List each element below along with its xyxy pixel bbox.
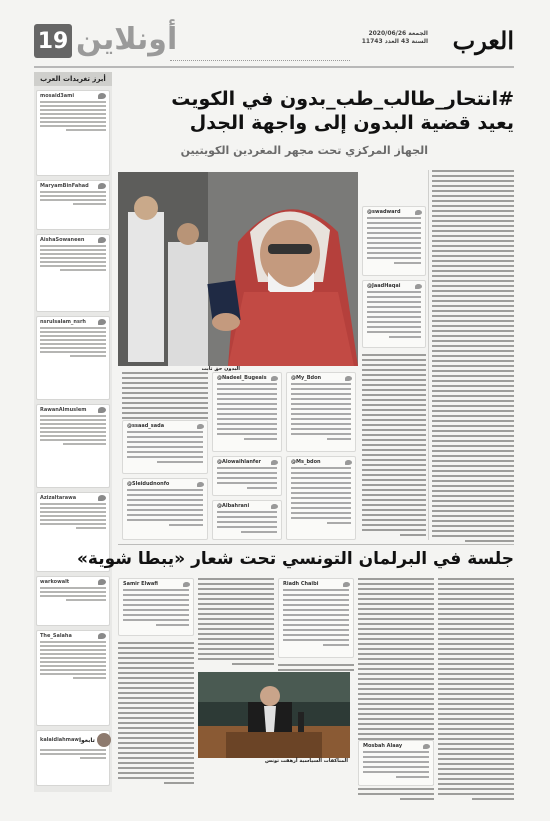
article1-tweet — [122, 420, 208, 474]
sidebar-tweet — [36, 90, 110, 176]
tweet-handle: @Ms_bdon — [291, 459, 321, 465]
article2-body-col5 — [118, 642, 194, 787]
bird-icon — [197, 482, 204, 487]
bird-icon — [98, 237, 106, 243]
tweet-handle: mosaid3ami — [40, 93, 75, 99]
bird-icon — [415, 284, 422, 289]
tweet-handle: @Albahrani — [217, 503, 250, 509]
photo-caption: البدون حق ثابت — [201, 366, 240, 372]
tweet-handle: warkowalt — [40, 579, 70, 585]
bird-icon — [98, 495, 106, 501]
bird-icon — [98, 93, 106, 99]
issue-number: السنة 43 العدد 11743 — [361, 38, 428, 45]
sidebar-tweet — [36, 730, 110, 786]
tweet-handle: @Alowaihlanfer — [217, 459, 261, 465]
article1-tweet — [362, 206, 426, 276]
bird-icon — [197, 424, 204, 429]
article2-body-col1 — [438, 578, 514, 803]
article1-tweet — [212, 456, 282, 496]
article1-headline-line1: #انتحار_طالب_طب_بدون في الكويت — [171, 88, 514, 110]
issue-info — [362, 30, 428, 46]
bird-icon — [98, 633, 106, 639]
article2-tweet — [118, 578, 194, 636]
bird-icon — [271, 504, 278, 509]
section-divider — [118, 544, 514, 545]
article1-tweet — [286, 372, 356, 452]
bird-icon — [415, 210, 422, 215]
bird-icon — [98, 407, 106, 413]
issue-date: الجمعة 2020/06/26 — [368, 30, 428, 37]
section-title: أونلاين — [76, 22, 178, 57]
sidebar-tweet — [36, 630, 110, 726]
article1-subheadline: الجهاز المركزي تحت مجهر المغردين الكويتيين — [180, 144, 428, 157]
column-rule — [428, 170, 429, 540]
follow-block — [79, 733, 111, 747]
sidebar-tweet — [36, 316, 110, 400]
article1-body-col2 — [362, 354, 426, 539]
tweet-handle: The_Salaha — [40, 633, 72, 639]
article2-tweet — [278, 578, 354, 658]
bird-icon — [271, 460, 278, 465]
protester-photo — [118, 172, 358, 366]
bird-icon — [98, 319, 106, 325]
bird-icon — [271, 376, 278, 381]
article2-photo — [198, 672, 350, 758]
article1-tweet — [362, 280, 426, 348]
article2-body-col4 — [198, 578, 274, 668]
article2-tweet — [358, 740, 434, 786]
tweet-handle: RawanAlmuslem — [40, 407, 87, 413]
parliament-photo — [198, 672, 350, 758]
article1-tweet — [212, 500, 282, 540]
article1-body-col1 — [432, 170, 514, 545]
newspaper-logo: العرب — [452, 26, 514, 55]
tweet-handle: kalaidiahmaw — [40, 737, 79, 743]
tweet-handle: @JaadHaqai — [367, 283, 401, 289]
tweet-handle: nsrulsalam_nsrh — [40, 319, 86, 325]
page-number: 19 — [34, 24, 72, 58]
article1-tweet — [286, 456, 356, 540]
bird-icon — [98, 183, 106, 189]
article1-tweet — [122, 478, 208, 540]
sidebar-tweet — [36, 180, 110, 230]
tweet-handle: @Nadeel_Bugeais — [217, 375, 267, 381]
bird-icon — [345, 460, 352, 465]
header-rule — [34, 66, 514, 68]
bird-icon — [423, 744, 430, 749]
article2-headline: جلسة في البرلمان التونسي تحت شعار «يبطا شوية» — [76, 549, 514, 569]
bird-icon — [343, 582, 350, 587]
sidebar-title: أبرز تغريدات العرب — [34, 72, 112, 86]
sidebar-tweet — [36, 404, 110, 488]
tweet-handle: Riadh Chaibi — [283, 581, 319, 587]
sidebar-tweet — [36, 576, 110, 626]
sidebar-tweet — [36, 234, 110, 312]
header-dotted-rule — [170, 60, 350, 64]
bird-icon — [183, 582, 190, 587]
tweet-handle: Mosbah Alaay — [363, 743, 403, 749]
article1-photo — [118, 172, 358, 366]
tweet-handle: @ssaad_sada — [127, 423, 165, 429]
bird-icon — [98, 579, 106, 585]
tweet-handle: MaryamBinFahad — [40, 183, 89, 189]
tweet-handle: @My_Bdon — [291, 375, 322, 381]
tweet-handle: @Sleidudnonfo — [127, 481, 170, 487]
tweet-handle: Samir Elwafi — [123, 581, 158, 587]
tweet-handle: AishaSowaneen — [40, 237, 85, 243]
avatar — [97, 733, 111, 747]
tweet-handle: Azizaltarawa — [40, 495, 77, 501]
article1-headline-line2: يعيد قضية البدون إلى واجهة الجدل — [189, 112, 514, 134]
follow-label: تابعوا — [78, 736, 95, 744]
photo-caption: المناكفات السياسية أرهقت تونس — [265, 758, 348, 764]
bird-icon — [345, 376, 352, 381]
article1-tweet — [212, 372, 282, 452]
tweet-handle: @swadward — [367, 209, 401, 215]
